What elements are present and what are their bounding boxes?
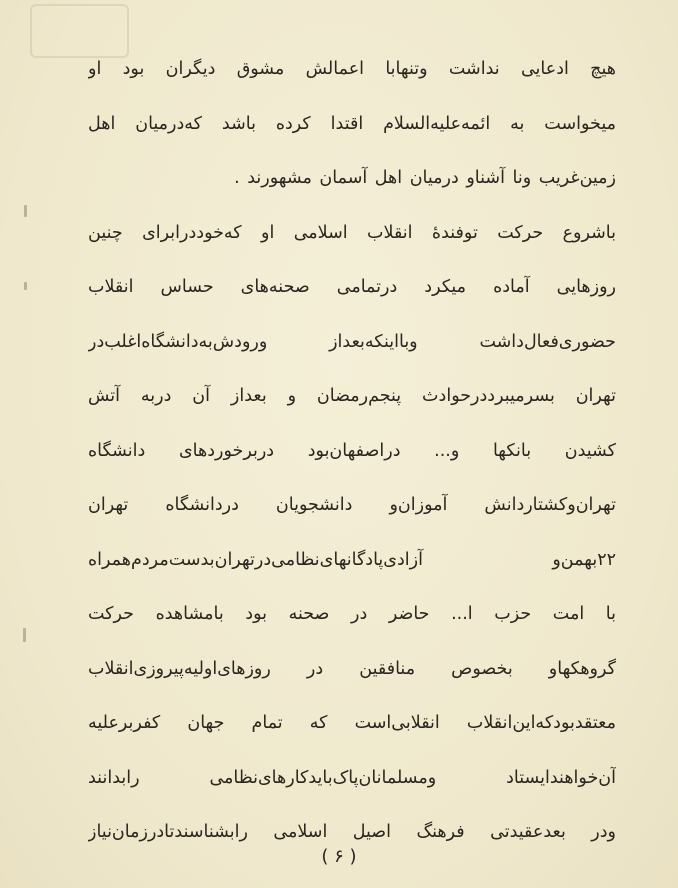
body-text	[88, 42, 616, 860]
text-line: حضوری‌فعال‌داشت وبااینکه‌بعداز ورودش‌به‌دانشگاه‌اغلب‌در	[88, 331, 616, 352]
text-line: باشروع حرکت توفندهٔ انقلاب اسلامی او که‌خود‌در‌ابرای چنین	[88, 222, 616, 243]
text-line: تهران بسرمیبرددر‌حوادث پنجم‌رمضان و بعداز آن در‌به آتش	[88, 386, 616, 406]
text-line: معتقد‌بود‌که‌این‌انقلاب انقلابی‌است که تمام جهان کفر‌بر‌علیه	[88, 713, 616, 733]
margin-mark	[23, 628, 26, 642]
text-line: آن‌خواهند‌ایستاد ومسلمانان‌پاک‌باید‌کارهای‌نظامی رابدانند	[88, 767, 616, 788]
margin-mark	[24, 282, 27, 290]
text-line: هیچ ادعایی نداشت وتنهابا اعمالش مشوق دیگران بود او	[88, 59, 616, 79]
text-line: تهران‌وکشتار‌دانش آموزان‌و دانشجویان در‌دانشگاه تهران	[88, 495, 616, 515]
text-line: کشیدن بانکها و... در‌اصفهان‌بود در‌برخوردهای دانشگاه	[88, 440, 616, 461]
page-number: ( ۶ )	[321, 846, 357, 867]
text-line: روزهایی آماده میکرد در‌تمامی صحنه‌های حساس انقلاب	[88, 277, 616, 297]
text-line: زمین‌غریب ونا آشناو درمیان اهل آسمان مشهورند .	[234, 168, 616, 188]
margin-mark	[24, 205, 27, 217]
text-line: گروهکهاو بخصوص منافقین در روزهای‌اولیه‌پیروزی‌انقلاب	[88, 658, 616, 679]
text-line: میخواست به ائمه‌علیه‌السلام اقتدا کرده باشد که‌درمیان اهل	[88, 113, 616, 134]
text-line: با امت حزب ا... حاضر در صحنه بود بامشاهده حرکت	[88, 604, 616, 624]
text-line: ۲۲بهمن‌و آزادی‌پادگانهای‌نظامی‌در‌تهران‌بدست‌مردم‌همراه	[88, 549, 616, 570]
text-line: ودر بعد‌عقیدتی فرهنگ‌ اصیل اسلامی رابشناسند‌تا‌در‌زمان‌نیاز	[88, 822, 616, 842]
